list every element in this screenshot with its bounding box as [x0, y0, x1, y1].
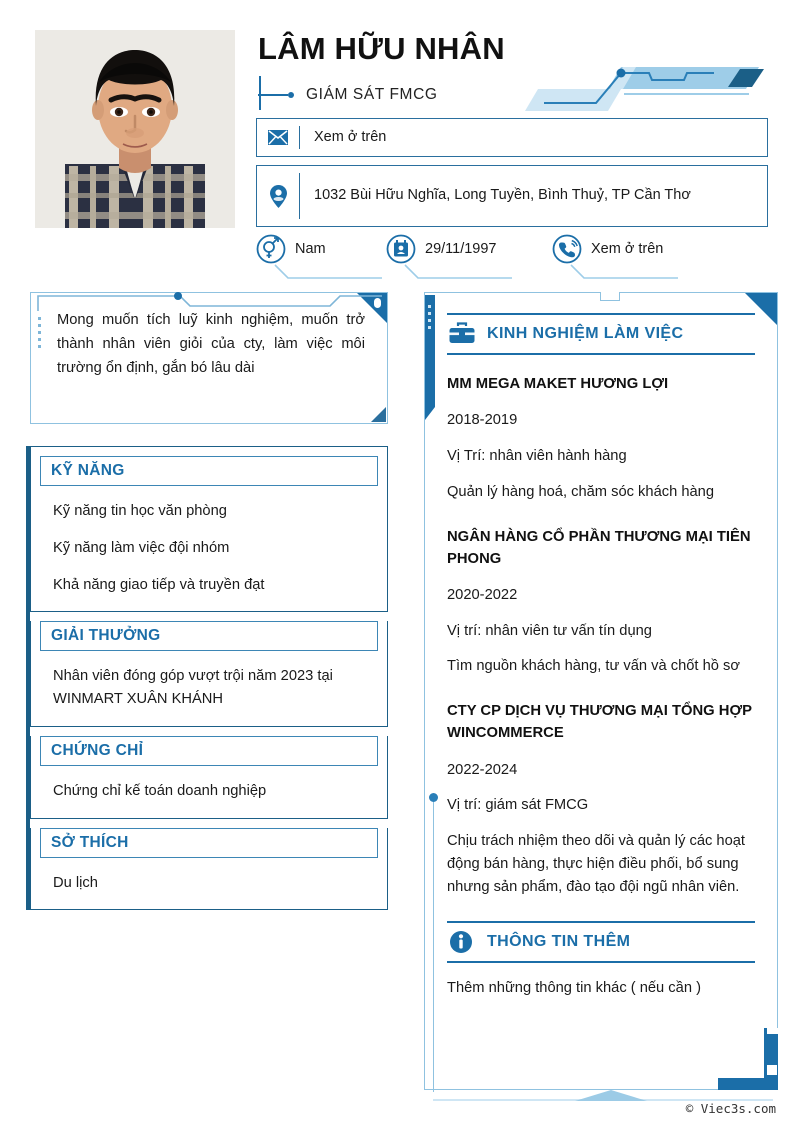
- role-dot-icon: [288, 92, 294, 98]
- gender-underline-decoration: [274, 264, 384, 280]
- info-circle-icon: [449, 930, 475, 954]
- experience-frame: [424, 292, 778, 1090]
- envelope-icon: [257, 119, 299, 156]
- career-objective-text: Mong muốn tích luỹ kinh nghiệm, muốn trở thành nhân viên giỏi của cty, làm việc môi trường ổn định, gắn bó lâu dài: [57, 312, 365, 376]
- bottom-triangle-decoration: [575, 1090, 647, 1101]
- experience-item: [447, 526, 755, 679]
- list-item: Kỹ năng làm việc đội nhóm: [53, 539, 230, 556]
- left-panels-group: [30, 446, 390, 910]
- cv-header: [0, 0, 800, 280]
- period: 2022-2024: [447, 761, 518, 778]
- period: 2020-2022: [447, 586, 518, 603]
- corner-triangle-bottom-right: [371, 407, 386, 422]
- calendar-icon: [386, 234, 416, 264]
- panel-body-awards: [31, 651, 387, 726]
- address-value: 1032 Bùi Hữu Nghĩa, Long Tuyền, Bình Thuỷ, TP Cần Thơ: [314, 187, 691, 204]
- section-header-experience: [447, 313, 755, 355]
- contact-phone[interactable]: [552, 234, 663, 264]
- list-item: Nhân viên đóng góp vượt trội năm 2023 tại WINMART XUÂN KHÁNH: [53, 668, 333, 708]
- section-header-additional-info: [447, 921, 755, 963]
- contact-birthday[interactable]: [386, 234, 497, 264]
- panel-hobbies: [30, 828, 388, 911]
- section-title-experience: KINH NGHIỆM LÀM VIỆC: [487, 325, 684, 342]
- list-item: Khả năng giao tiếp và truyền đạt: [53, 576, 265, 593]
- period: 2018-2019: [447, 412, 518, 429]
- avatar: [35, 30, 235, 228]
- contact-email[interactable]: [256, 118, 768, 157]
- contact-address[interactable]: [256, 165, 768, 227]
- abstract-chart-icon: [524, 63, 774, 111]
- additional-info-section: [447, 921, 755, 999]
- corner-triangle-top-right: [745, 293, 777, 325]
- panel-certificates: [30, 736, 388, 819]
- timeline-dot-icon: [429, 793, 438, 802]
- company-name: CTY CP DỊCH VỤ THƯƠNG MẠI TỔNG HỢP WINCOMMERCE: [447, 703, 752, 742]
- dotted-decoration: [428, 305, 431, 331]
- list-item: Kỹ năng tin học văn phòng: [53, 503, 227, 519]
- job-role: [258, 82, 438, 108]
- career-objective-box: [30, 292, 388, 424]
- panel-title-certificates: CHỨNG CHỈ: [40, 736, 378, 766]
- panel-awards: [30, 621, 388, 727]
- birthday-underline-decoration: [404, 264, 514, 280]
- description: Tìm nguồn khách hàng, tư vấn và chốt hồ sơ: [447, 658, 740, 675]
- phone-value: Xem ở trên: [591, 241, 664, 257]
- company-name: MM MEGA MAKET HƯƠNG LỢI: [447, 376, 669, 392]
- list-item: Du lịch: [53, 874, 98, 891]
- panel-title-awards: GIẢI THƯỞNG: [40, 621, 378, 651]
- birthday-value: 29/11/1997: [425, 241, 497, 257]
- briefcase-icon: [449, 322, 475, 346]
- contact-mini-row: [256, 234, 776, 278]
- experience-accent-bar: [425, 295, 435, 407]
- additional-info-text: Thêm những thông tin khác ( nếu cần ): [447, 979, 701, 996]
- section-title-additional-info: THÔNG TIN THÊM: [487, 932, 631, 950]
- experience-content: [425, 293, 777, 1015]
- timeline-line: [433, 802, 434, 1092]
- contact-gender[interactable]: [256, 234, 326, 264]
- page-title: LÂM HỮU NHÂN: [258, 31, 505, 66]
- panel-title-hobbies: SỞ THÍCH: [40, 828, 378, 858]
- position: Vị Trí: nhân viên hành hàng: [447, 447, 627, 464]
- footer-credit: © Viec3s.com: [685, 1101, 776, 1116]
- map-pin-icon: [257, 166, 299, 226]
- gender-icon: [256, 234, 286, 264]
- objective-top-frame: [30, 292, 390, 312]
- left-column: [30, 292, 390, 910]
- description: Quản lý hàng hoá, chăm sóc khách hàng: [447, 483, 714, 500]
- phone-icon: [552, 234, 582, 264]
- phone-underline-decoration: [570, 264, 680, 280]
- role-label: GIÁM SÁT FMCG: [306, 86, 438, 103]
- gender-value: Nam: [295, 241, 326, 257]
- list-item: Chứng chỉ kế toán doanh nghiệp: [53, 782, 267, 799]
- role-connector-line: [258, 94, 288, 96]
- dotted-decoration: [38, 317, 41, 351]
- panel-body-certificates: [31, 766, 387, 818]
- top-notch-decoration: [600, 292, 620, 301]
- panel-skills: [30, 446, 388, 612]
- experience-item: [447, 700, 755, 898]
- right-column: [414, 292, 778, 1092]
- description: Chịu trách nhiệm theo dõi và quản lý các hoạt động bán hàng, thực hiện điều phối, bổ sung nhưng sản phẩm, đào tạo đội ngũ nhân viên.: [447, 833, 746, 895]
- email-value: Xem ở trên: [314, 128, 387, 145]
- company-name: NGÂN HÀNG CỔ PHẦN THƯƠNG MẠI TIÊN PHONG: [447, 528, 751, 567]
- position: Vị trí: nhân viên tư vấn tín dụng: [447, 622, 652, 639]
- header-decoration: [524, 63, 774, 116]
- panel-body-hobbies: [31, 858, 387, 910]
- corner-decoration-bottom-right: [718, 1028, 778, 1090]
- experience-item: [447, 373, 755, 504]
- panel-title-skills: KỸ NĂNG: [40, 456, 378, 486]
- portrait-photo-icon: [35, 30, 235, 228]
- position: Vị trí: giám sát FMCG: [447, 797, 589, 814]
- panel-body-skills: [31, 486, 387, 611]
